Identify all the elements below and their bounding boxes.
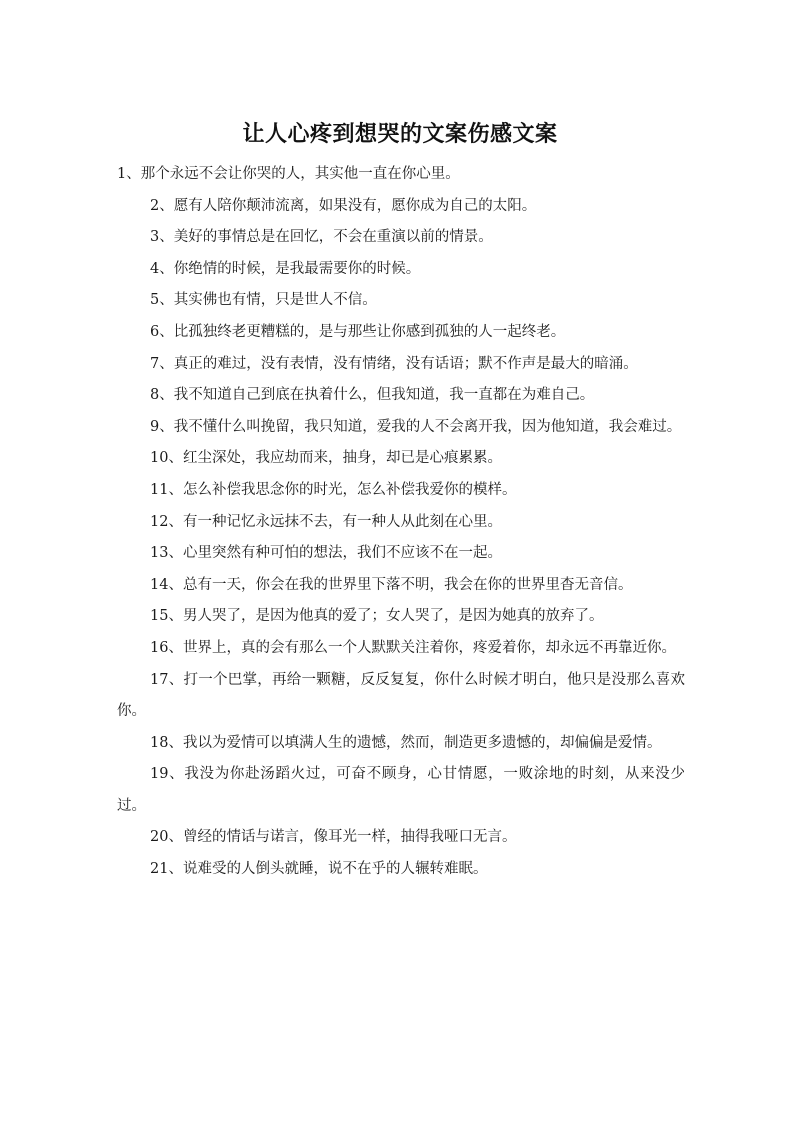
paragraph: 3、美好的事情总是在回忆，不会在重演以前的情景。 <box>150 229 493 246</box>
paragraph: 14、总有一天，你会在我的世界里下落不明，我会在你的世界里杳无音信。 <box>150 576 633 593</box>
paragraph: 19、我没为你赴汤蹈火过，可奋不顾身，心甘情愿，一败涂地的时刻，从来没少过。 <box>117 766 685 814</box>
document-body <box>117 159 685 886</box>
paragraph: 6、比孤独终老更糟糕的，是与那些让你感到孤独的人一起终老。 <box>150 323 566 340</box>
paragraph: 2、愿有人陪你颠沛流离，如果没有，愿你成为自己的太阳。 <box>150 197 537 214</box>
paragraph: 8、我不知道自己到底在执着什么，但我知道，我一直都在为难自己。 <box>150 387 595 404</box>
paragraph: 11、怎么补偿我思念你的时光，怎么补偿我爱你的模样。 <box>150 481 517 498</box>
paragraph: 7、真正的难过，没有表情，没有情绪，没有话语；默不作声是最大的暗涌。 <box>150 355 638 372</box>
paragraph: 4、你绝情的时候，是我最需要你的时候。 <box>150 260 421 277</box>
paragraph: 13、心里突然有种可怕的想法，我们不应该不在一起。 <box>150 545 502 562</box>
paragraph: 12、有一种记忆永远抹不去，有一种人从此刻在心里。 <box>150 513 502 530</box>
paragraph: 5、其实佛也有情，只是世人不信。 <box>150 292 377 309</box>
paragraph: 15、男人哭了，是因为他真的爱了；女人哭了，是因为她真的放弃了。 <box>150 608 604 625</box>
paragraph: 10、红尘深处，我应劫而来，抽身，却已是心痕累累。 <box>150 450 502 467</box>
paragraph: 21、说难受的人倒头就睡，说不在乎的人辗转难眠。 <box>150 861 488 878</box>
document-title: 让人心疼到想哭的文案伤感文案 <box>242 122 558 147</box>
paragraph: 16、世界上，真的会有那么一个人默默关注着你，疼爱着你，却永远不再靠近你。 <box>150 639 676 656</box>
paragraph: 17、打一个巴掌，再给一颗糖，反反复复，你什么时候才明白，他只是没那么喜欢你。 <box>117 671 685 720</box>
paragraph: 18、我以为爱情可以填满人生的遗憾，然而，制造更多遗憾的，却偏偏是爱情。 <box>150 734 662 751</box>
paragraph: 1、那个永远不会让你哭的人，其实他一直在你心里。 <box>117 166 460 182</box>
paragraph: 9、我不懂什么叫挽留，我只知道，爱我的人不会离开我，因为他知道，我会难过。 <box>150 418 682 435</box>
paragraph: 20、曾经的情话与诺言，像耳光一样，抽得我哑口无言。 <box>150 829 517 846</box>
